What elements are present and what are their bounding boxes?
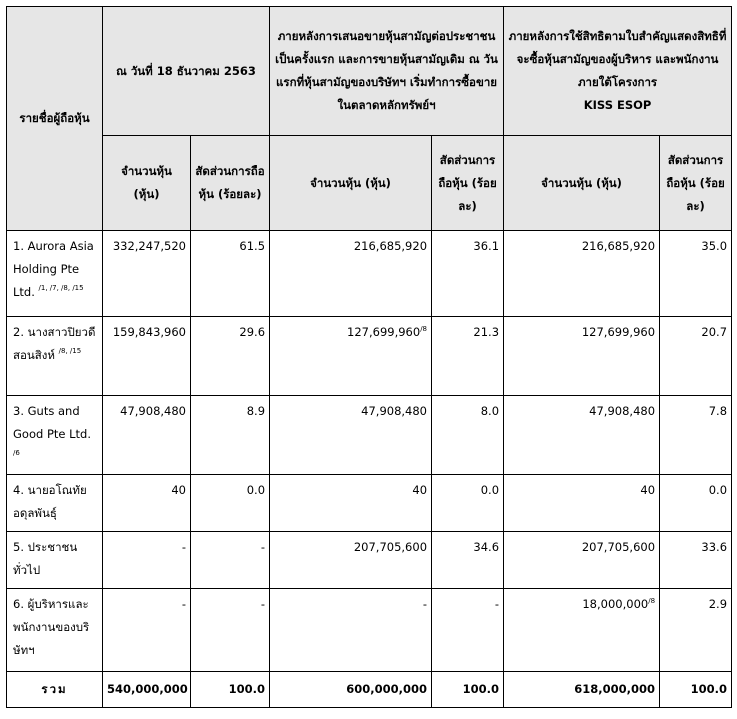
shares-cell: [270, 231, 432, 317]
holder-name-cell: [7, 532, 103, 589]
pct-cell: 0.0: [191, 475, 270, 532]
group-header-after-ipo: [270, 7, 504, 136]
holder-name-cell: [7, 231, 103, 317]
shares-value: 40: [412, 483, 428, 497]
total-shares-cell: 618,000,000: [504, 672, 660, 708]
pct-cell: 8.9: [191, 396, 270, 475]
shares-header-label: จำนวนหุ้น (หุ้น): [121, 164, 172, 201]
shares-value: 18,000,000: [582, 597, 649, 611]
pct-cell: -: [191, 589, 270, 672]
holder-header-label: รายชื่อผู้ถือหุ้น: [19, 111, 90, 125]
pct-cell: 0.0: [432, 475, 504, 532]
pct-header-label: สัดส่วนการถือหุ้น (ร้อยละ): [666, 152, 725, 213]
shares-cell: [504, 589, 660, 672]
group1-label: ณ วันที่ 18 ธันวาคม 2563: [116, 63, 256, 78]
group3-esop-label: KISS ESOP: [583, 98, 652, 112]
table-row: [7, 532, 732, 589]
holder-name-cell: [7, 475, 103, 532]
shares-cell: [504, 396, 660, 475]
value-footnote: /8: [420, 325, 428, 334]
holder-name: 3. Guts and Good Pte Ltd.: [13, 404, 91, 441]
shares-value: 216,685,920: [353, 239, 428, 253]
total-pct-cell: 100.0: [432, 672, 504, 708]
shares-value: -: [422, 597, 428, 611]
shares-cell: 159,843,960: [103, 317, 191, 396]
shares-value: 47,908,480: [589, 404, 656, 418]
pct-header-label: สัดส่วนการถือหุ้น (ร้อยละ): [438, 152, 497, 213]
shares-cell: [270, 589, 432, 672]
pct-cell: 8.0: [432, 396, 504, 475]
pct-header-1: [191, 136, 270, 231]
total-pct-cell: 100.0: [660, 672, 732, 708]
pct-header-label: สัดส่วนการถือหุ้น (ร้อยละ): [195, 164, 265, 201]
holder-name: 2. นางสาวปิยวดี สอนสิงห์: [13, 325, 96, 362]
holder-header: [7, 7, 103, 231]
pct-cell: 35.0: [660, 231, 732, 317]
shares-cell: [504, 475, 660, 532]
holder-name: 1. Aurora Asia Holding Pte Ltd.: [13, 239, 94, 299]
shares-cell: -: [103, 532, 191, 589]
shares-cell: -: [103, 589, 191, 672]
shares-header-1: [103, 136, 191, 231]
pct-cell: 34.6: [432, 532, 504, 589]
group2-label: ภายหลังการเสนอขายหุ้นสามัญต่อประชาชนเป็นครั้งแรก และการขายหุ้นสามัญเดิม ณ วันแรกที่หุ้นสามัญของบริษัทฯ เริ่มทำการซื้อขายในตลาดหลักทรัพย์ฯ: [275, 29, 498, 112]
shares-value: 216,685,920: [581, 239, 656, 253]
shares-header-3: [504, 136, 660, 231]
pct-header-2: [432, 136, 504, 231]
pct-cell: 61.5: [191, 231, 270, 317]
shares-cell: [270, 475, 432, 532]
shares-value: 207,705,600: [353, 540, 428, 554]
group-header-after-esop: [504, 7, 732, 136]
pct-header-3: [660, 136, 732, 231]
table-row: [7, 475, 732, 532]
shares-cell: [504, 317, 660, 396]
shares-cell: 332,247,520: [103, 231, 191, 317]
shares-value: 127,699,960: [347, 325, 421, 339]
shares-cell: 40: [103, 475, 191, 532]
shares-value: 40: [640, 483, 656, 497]
shares-cell: [270, 317, 432, 396]
shares-header-label: จำนวนหุ้น (หุ้น): [541, 175, 622, 190]
shares-header-2: [270, 136, 432, 231]
pct-cell: -: [191, 532, 270, 589]
pct-cell: -: [432, 589, 504, 672]
pct-cell: 33.6: [660, 532, 732, 589]
total-pct-cell: 100.0: [191, 672, 270, 708]
table-row: [7, 589, 732, 672]
shares-value: 47,908,480: [361, 404, 428, 418]
holder-name-cell: [7, 396, 103, 475]
table-row: [7, 396, 732, 475]
total-shares-cell: 540,000,000: [103, 672, 191, 708]
holder-name: 6. ผู้บริหารและพนักงานของบริษัทฯ: [13, 597, 90, 657]
holder-footnote: /1, /7, /8, /15: [38, 284, 84, 292]
shares-cell: [270, 532, 432, 589]
pct-cell: 21.3: [432, 317, 504, 396]
shares-cell: [504, 231, 660, 317]
group3-label: ภายหลังการใช้สิทธิตามใบสำคัญแสดงสิทธิที่จะซื้อหุ้นสามัญของผู้บริหาร และพนักงานภายใต้โครงการ: [508, 29, 727, 89]
group-header-dec-2020: [103, 7, 270, 136]
table-row: [7, 231, 732, 317]
shareholder-table: [6, 6, 732, 708]
total-row: [7, 672, 732, 708]
holder-footnote: /8, /15: [58, 347, 82, 355]
holder-name-cell: [7, 589, 103, 672]
holder-name-cell: [7, 317, 103, 396]
holder-name: 4. นายอโณทัย อดุลพันธุ์: [13, 483, 87, 520]
shares-value: 127,699,960: [581, 325, 656, 339]
shares-cell: 47,908,480: [103, 396, 191, 475]
holder-name: 5. ประชาชนทั่วไป: [13, 540, 78, 577]
holder-footnote: /6: [13, 449, 20, 457]
shares-cell: [504, 532, 660, 589]
pct-cell: 7.8: [660, 396, 732, 475]
pct-cell: 0.0: [660, 475, 732, 532]
table-row: [7, 317, 732, 396]
total-shares-cell: 600,000,000: [270, 672, 432, 708]
pct-cell: 29.6: [191, 317, 270, 396]
shares-value: 207,705,600: [581, 540, 656, 554]
shares-header-label: จำนวนหุ้น (หุ้น): [310, 175, 391, 190]
pct-cell: 20.7: [660, 317, 732, 396]
total-label: รวม: [7, 672, 103, 708]
shares-cell: [270, 396, 432, 475]
value-footnote: /8: [648, 597, 656, 606]
pct-cell: 2.9: [660, 589, 732, 672]
pct-cell: 36.1: [432, 231, 504, 317]
